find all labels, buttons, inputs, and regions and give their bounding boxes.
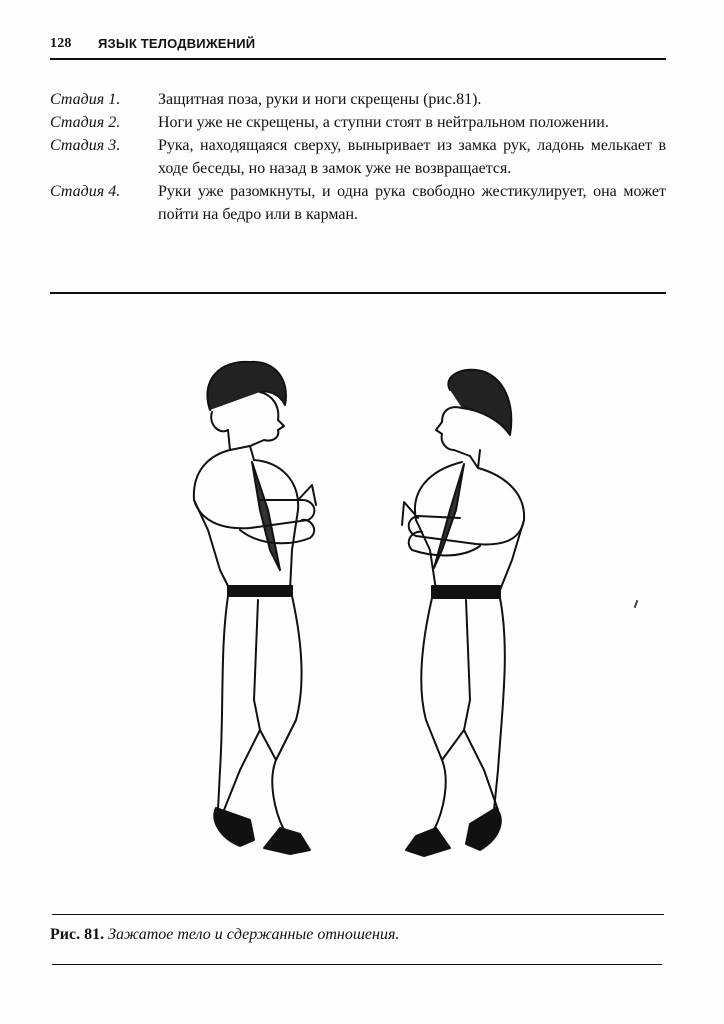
stages-list	[50, 88, 666, 226]
stage-label: Стадия 3.	[50, 137, 121, 154]
left-man-figure	[194, 362, 316, 854]
figure-caption	[50, 926, 664, 944]
stage-text: Рука, находящаяся сверху, выныривает из замка рук, ладонь мелькает в ходе беседы, но назад в замок уже не возвращается.	[158, 137, 666, 177]
page-number: 128	[50, 36, 72, 51]
stage-text: Ноги уже не скрещены, а ступни стоят в нейтральном положении.	[158, 114, 609, 131]
stage-label: Стадия 2.	[50, 114, 121, 131]
figure-caption-text: Зажатое тело и сдержанные отношения.	[108, 926, 400, 943]
scan-speck	[634, 600, 639, 608]
section-rule	[50, 292, 666, 294]
stage-item	[50, 180, 666, 226]
caption-top-rule	[52, 914, 664, 915]
header-rule	[50, 58, 666, 60]
caption-bottom-rule	[52, 964, 662, 965]
stage-text: Руки уже разомкнуты, и одна рука свободно жестикулирует, она может пойти на бедро или в карман.	[158, 183, 666, 223]
stage-item	[50, 111, 666, 134]
right-man-figure	[402, 370, 524, 856]
illustration	[180, 350, 540, 890]
running-title: ЯЗЫК ТЕЛОДВИЖЕНИЙ	[98, 36, 256, 51]
stage-item	[50, 134, 666, 180]
figure-label: Рис. 81.	[50, 926, 105, 943]
running-head	[50, 36, 664, 56]
stage-label: Стадия 1.	[50, 91, 121, 108]
stage-item	[50, 88, 666, 111]
stage-text: Защитная поза, руки и ноги скрещены (рис.81).	[158, 91, 482, 108]
stage-label: Стадия 4.	[50, 183, 121, 200]
